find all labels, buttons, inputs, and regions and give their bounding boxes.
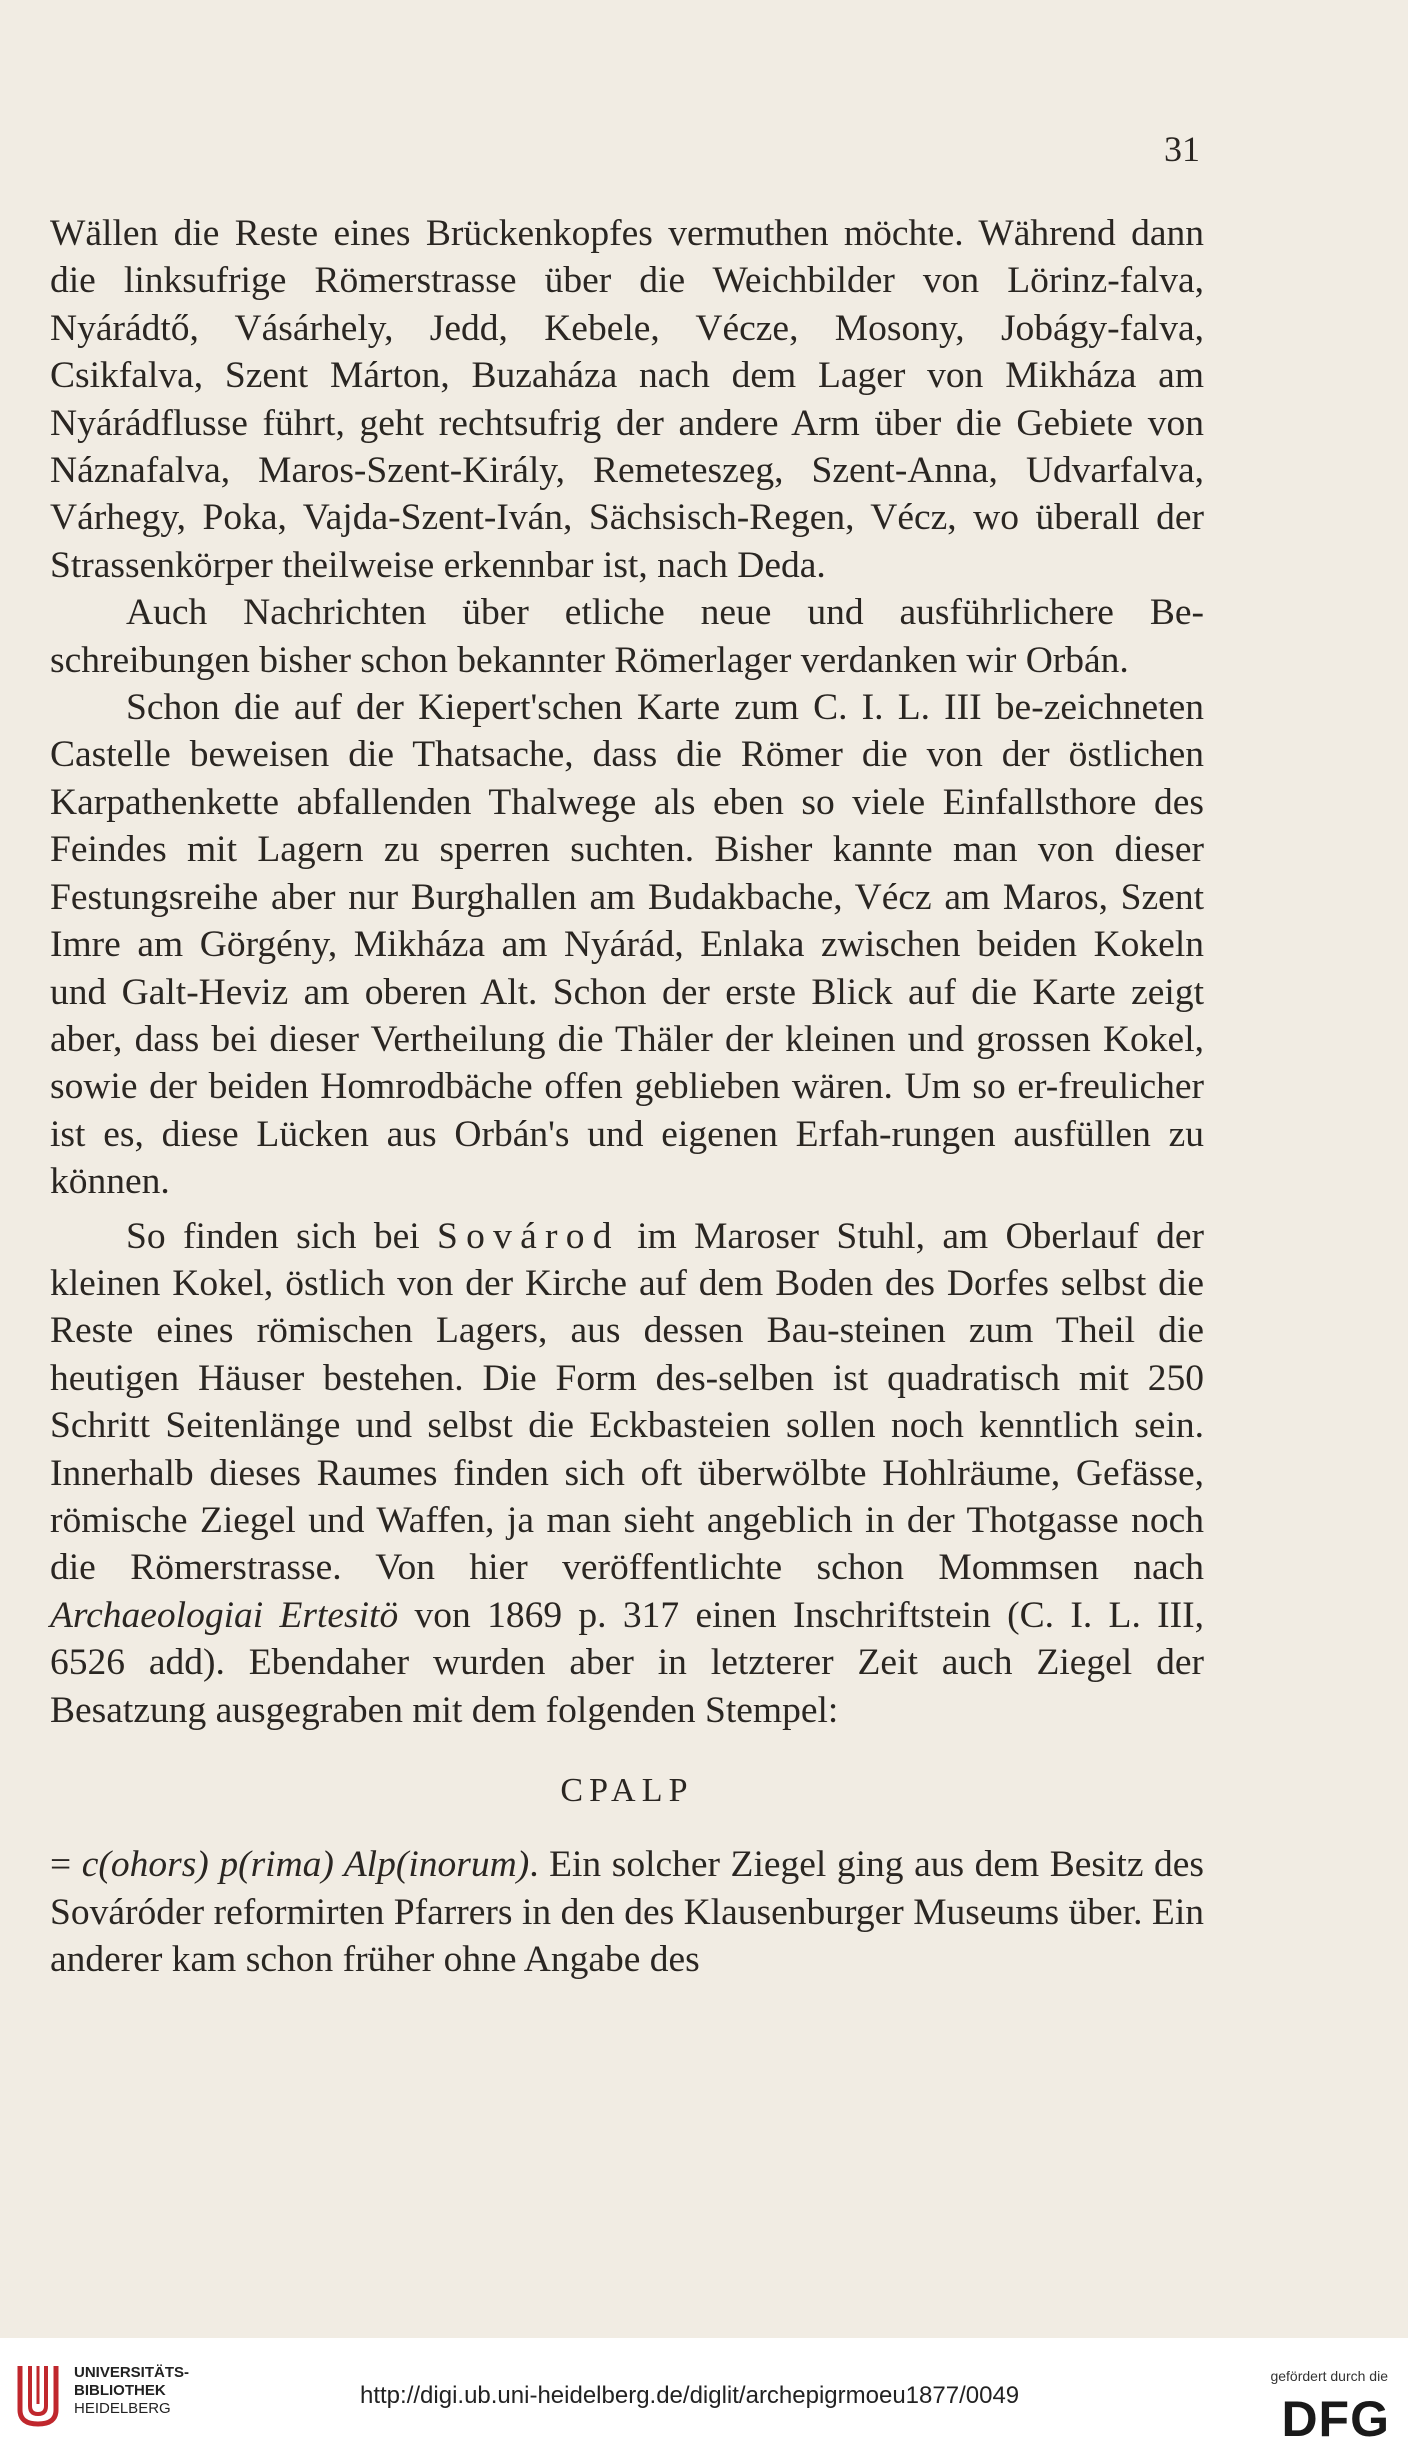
paragraph-4-lead: So finden sich bei <box>126 1215 438 1257</box>
page-number: 31 <box>1164 129 1200 169</box>
paragraph-1: Wällen die Reste eines Brückenkopfes vermuthen möchte. Während dann die linksufrige Römerstrasse über die Weichbilder von Lörinz-falva, Nyárádtő, Vásárhely, Jedd, Kebele, Vécze, Mosony, Jobágy-falva, Csikfalva, Szent Márton, Buzaháza nach dem Lager von Mikháza am Nyárádflusse führt, geht rechtsufrig der andere Arm über die Gebiete von Náznafalva, Maros-Szent-Király, Remeteszeg, Szent-Anna, Udvarfalva, Várhegy, Poka, Vajda-Szent-Iván, Sächsisch-Regen, Vécz, wo überall der Strassenkörper theilweise erkennbar ist, nach Deda. <box>50 213 1204 586</box>
paragraph-4-body: im Maroser Stuhl, am Oberlauf der kleinen Kokel, östlich von der Kirche auf dem Boden des Dorfes selbst die Reste eines römischen Lagers, aus dessen Bau-steinen zum Theil die heutigen Häuser bestehen. Die Form des-selben ist quadratisch mit 250 Schritt Seitenlänge und selbst die Eckbasteien sollen noch kenntlich sein. Innerhalb dieses Raumes finden sich oft überwölbte Hohlräume, Gefässe, römische Ziegel und Waffen, ja man sieht angeblich in der Thotgasse noch die Römerstrasse. Von hier veröffentlichte schon Mommsen nach <box>50 1215 1204 1589</box>
paragraph-5 <box>50 1841 1204 1983</box>
paragraph-4-end: von 1869 p. 317 einen Inschriftstein (C. I. L. III, 6526 add). Ebendaher wurden aber in letzterer Zeit auch Ziegel der Besatzung ausgegraben mit dem folgenden Stempel: <box>50 1594 1204 1731</box>
abbr-alp: Alp <box>333 1844 396 1886</box>
equals-sign: = <box>50 1844 82 1886</box>
paragraph-3: Schon die auf der Kiepert'schen Karte zum C. I. L. III be-zeichneten Castelle beweisen die Thatsache, dass die Römer die von der östlichen Karpathenkette abfallenden Thalwege als eben so viele Einfallsthore des Feindes mit Lagern zu sperren suchten. Bisher kannte man von dieser Festungsreihe aber nur Burghallen am Budakbache, Vécz am Maros, Szent Imre am Görgény, Mikháza am Nyárád, Enlaka zwischen beiden Kokeln und Galt-Heviz am oberen Alt. Schon der erste Blick auf die Karte zeigt aber, dass bei dieser Vertheilung die Thäler der kleinen und grossen Kokel, sowie der beiden Homrodbäche offen geblieben wären. Um so er-freulicher ist es, diese Lücken aus Orbán's und eigenen Erfah-rungen ausfüllen zu können. <box>50 687 1204 1203</box>
library-name <box>74 2364 189 2418</box>
dfg-logo: DFG <box>1281 2391 1390 2447</box>
expansion-ohors: (ohors) <box>98 1844 209 1886</box>
paragraph-4 <box>50 1213 1204 1734</box>
tile-stamp-inscription: CPALP <box>560 1772 694 1809</box>
ub-heidelberg-logo-icon <box>14 2360 62 2428</box>
paragraph-5-body: . Ein solcher Ziegel ging aus dem Besitz des Sováróder reformirten Pfarrers in den des Klausenburger Museums über. Ein anderer kam schon früher ohne Angabe des <box>50 1844 1204 1981</box>
funding-caption: gefördert durch die <box>1270 2368 1388 2384</box>
abbr-p: p <box>208 1844 239 1886</box>
body-text <box>50 210 1204 1984</box>
paragraph-2: Auch Nachrichten über etliche neue und ausführlichere Be-schreibungen bisher schon bekannter Römerlager verdanken wir Orbán. <box>50 592 1204 681</box>
library-name-line-3: HEIDELBERG <box>74 2400 171 2417</box>
digitization-footer <box>0 2338 1408 2454</box>
expansion-rima: (rima) <box>238 1844 334 1886</box>
abbr-c: c <box>81 1844 99 1886</box>
expansion-inorum: (inorum) <box>395 1844 530 1886</box>
place-name-sovarod: Sovárod <box>437 1215 620 1257</box>
library-name-line-2: BIBLIOTHEK <box>74 2382 166 2399</box>
journal-title: Archaeologiai Ertesitö <box>50 1594 399 1636</box>
library-name-line-1: UNIVERSITÄTS- <box>74 2364 190 2381</box>
permalink-url[interactable]: http://digi.ub.uni-heidelberg.de/diglit/archepigrmoeu1877/0049 <box>360 2382 1020 2409</box>
